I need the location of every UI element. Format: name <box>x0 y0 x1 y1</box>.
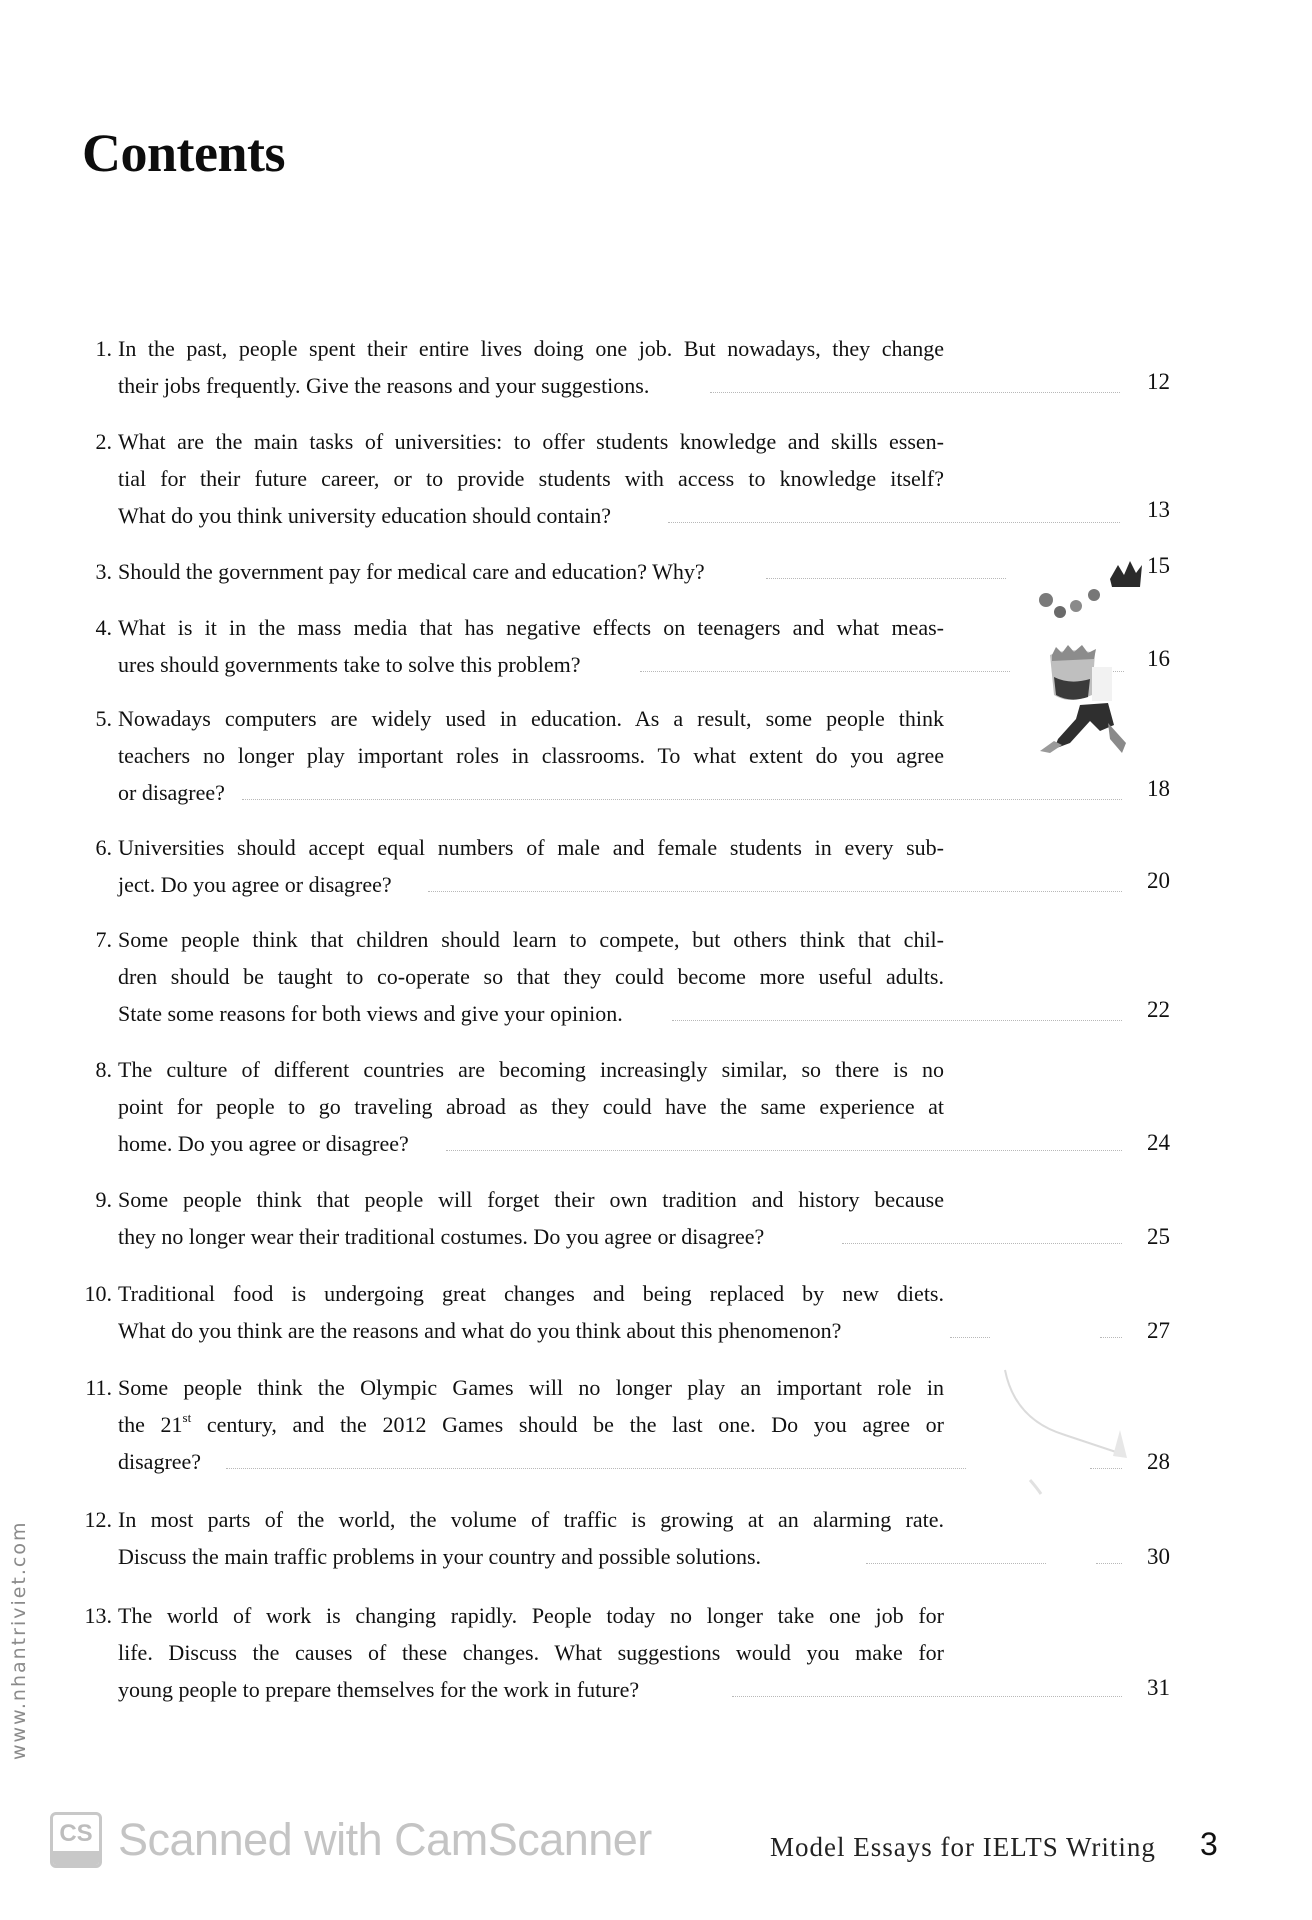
entry-text-line: life. Discuss the causes of these changes. What suggestions would you make for <box>118 1640 944 1665</box>
entry-text-line: The world of work is changing rapidly. People today no longer take one job for <box>118 1603 944 1628</box>
entry-text-line: home. Do you agree or disagree? <box>118 1131 409 1156</box>
vertical-watermark: www.nhantriviet.com <box>8 1520 30 1760</box>
entry-text-line: State some reasons for both views and give your opinion. <box>118 1001 623 1026</box>
dot-leader <box>710 392 1120 393</box>
entry-page-number: 20 <box>1147 868 1170 893</box>
entry-page-number: 13 <box>1147 497 1170 522</box>
entry-text-line: Some people think that people will forget their own tradition and history because <box>118 1187 944 1212</box>
entry-text-line: ures should governments take to solve this problem? <box>118 652 581 677</box>
entry-text-line: Traditional food is undergoing great changes and being replaced by new diets. <box>118 1281 944 1306</box>
entry-text-line: What do you think university education should contain? <box>118 503 612 528</box>
dot-leader <box>668 522 1120 523</box>
entry-page-number: 15 <box>1147 553 1170 578</box>
entry-text-line: Some people think the Olympic Games will no longer play an important role in <box>118 1375 944 1400</box>
entry-text-line: In the past, people spent their entire lives doing one job. But nowadays, they change <box>118 336 944 361</box>
entry-text-line: they no longer wear their traditional costumes. Do you agree or disagree? <box>118 1224 765 1249</box>
entry-text-line: tial for their future career, or to provide students with access to knowledge itself? <box>118 466 944 491</box>
entry-text-line: their jobs frequently. Give the reasons and your suggestions. <box>118 373 650 398</box>
entry-number: 6. <box>95 835 112 860</box>
camscanner-banner <box>50 1812 652 1868</box>
entry-text-line: The culture of different countries are becoming increasingly similar, so there is no <box>118 1057 944 1082</box>
entry-text-line: In most parts of the world, the volume of traffic is growing at an alarming rate. <box>118 1507 944 1532</box>
entry-text-line: Universities should accept equal numbers of male and female students in every sub- <box>118 835 944 860</box>
footer-book-title: Model Essays for IELTS Writing <box>770 1832 1156 1862</box>
entry-text-line: teachers no longer play important roles in classrooms. To what extent do you agree <box>118 743 944 768</box>
dot-leader <box>732 1696 1122 1697</box>
camscanner-label: Scanned with CamScanner <box>118 1814 652 1865</box>
dot-leader <box>866 1563 1046 1564</box>
entry-page-number: 24 <box>1147 1130 1170 1155</box>
dot-leader <box>446 1150 1122 1151</box>
entry-text-line: point for people to go traveling abroad as they could have the same experience at <box>118 1094 944 1119</box>
entry-number: 12. <box>84 1507 112 1532</box>
dot-leader <box>242 799 1122 800</box>
entry-text-line: What is it in the mass media that has negative effects on teenagers and what meas- <box>118 615 944 640</box>
entry-text-line: disagree? <box>118 1449 202 1474</box>
entry-text-line: dren should be taught to co-operate so that they could become more useful adults. <box>118 964 944 989</box>
entry-number: 10. <box>84 1281 112 1306</box>
dot-leader <box>1100 1337 1122 1338</box>
page-title: Contents <box>82 123 286 183</box>
entry-text-line: Some people think that children should learn to compete, but others think that chil- <box>118 927 944 952</box>
entry-text-line: young people to prepare themselves for the work in future? <box>118 1677 640 1702</box>
entry-text-line: Discuss the main traffic problems in your country and possible solutions. <box>118 1544 762 1569</box>
entry-page-number: 28 <box>1147 1449 1170 1474</box>
dot-leader <box>226 1468 966 1469</box>
entry-number: 13. <box>84 1603 112 1628</box>
dot-leader <box>428 891 1122 892</box>
entry-number: 4. <box>95 615 112 640</box>
running-child-illustration-icon <box>1010 555 1150 760</box>
entry-page-number: 22 <box>1147 997 1170 1022</box>
entry-page-number: 31 <box>1147 1675 1170 1700</box>
entry-text-line: Nowadays computers are widely used in education. As a result, some people think <box>118 706 944 731</box>
entry-page-number: 30 <box>1147 1544 1170 1569</box>
entry-text-line: Should the government pay for medical care and education? Why? <box>118 559 705 584</box>
entry-page-number: 25 <box>1147 1224 1170 1249</box>
entry-number: 8. <box>95 1057 112 1082</box>
dot-leader <box>842 1243 1122 1244</box>
dot-leader <box>1096 1563 1122 1564</box>
dot-leader <box>640 671 1010 672</box>
camscanner-logo-icon: CS <box>50 1812 102 1868</box>
entry-page-number: 16 <box>1147 646 1170 671</box>
entry-text-line: or disagree? <box>118 780 225 805</box>
entry-number: 7. <box>95 927 112 952</box>
entry-text-line: the 21st century, and the 2012 Games should be the last one. Do you agree or <box>118 1409 944 1437</box>
entry-number: 2. <box>95 429 112 454</box>
entry-text-line: What are the main tasks of universities: to offer students knowledge and skills essen- <box>118 429 944 454</box>
entry-number: 3. <box>95 559 112 584</box>
entry-page-number: 27 <box>1147 1318 1170 1343</box>
entry-page-number: 18 <box>1147 776 1170 801</box>
footer-page-number: 3 <box>1200 1826 1218 1862</box>
entry-page-number: 12 <box>1147 369 1170 394</box>
entry-number: 9. <box>95 1187 112 1212</box>
faint-scan-artifact-icon <box>975 1360 1145 1500</box>
entry-text-line: What do you think are the reasons and what do you think about this phenomenon? <box>118 1318 842 1343</box>
entry-number: 5. <box>95 706 112 731</box>
dot-leader <box>672 1020 1122 1021</box>
entry-number: 1. <box>95 336 112 361</box>
entry-number: 11. <box>85 1375 112 1400</box>
dot-leader <box>950 1337 990 1338</box>
entry-text-line: ject. Do you agree or disagree? <box>118 872 392 897</box>
dot-leader <box>766 578 1006 579</box>
